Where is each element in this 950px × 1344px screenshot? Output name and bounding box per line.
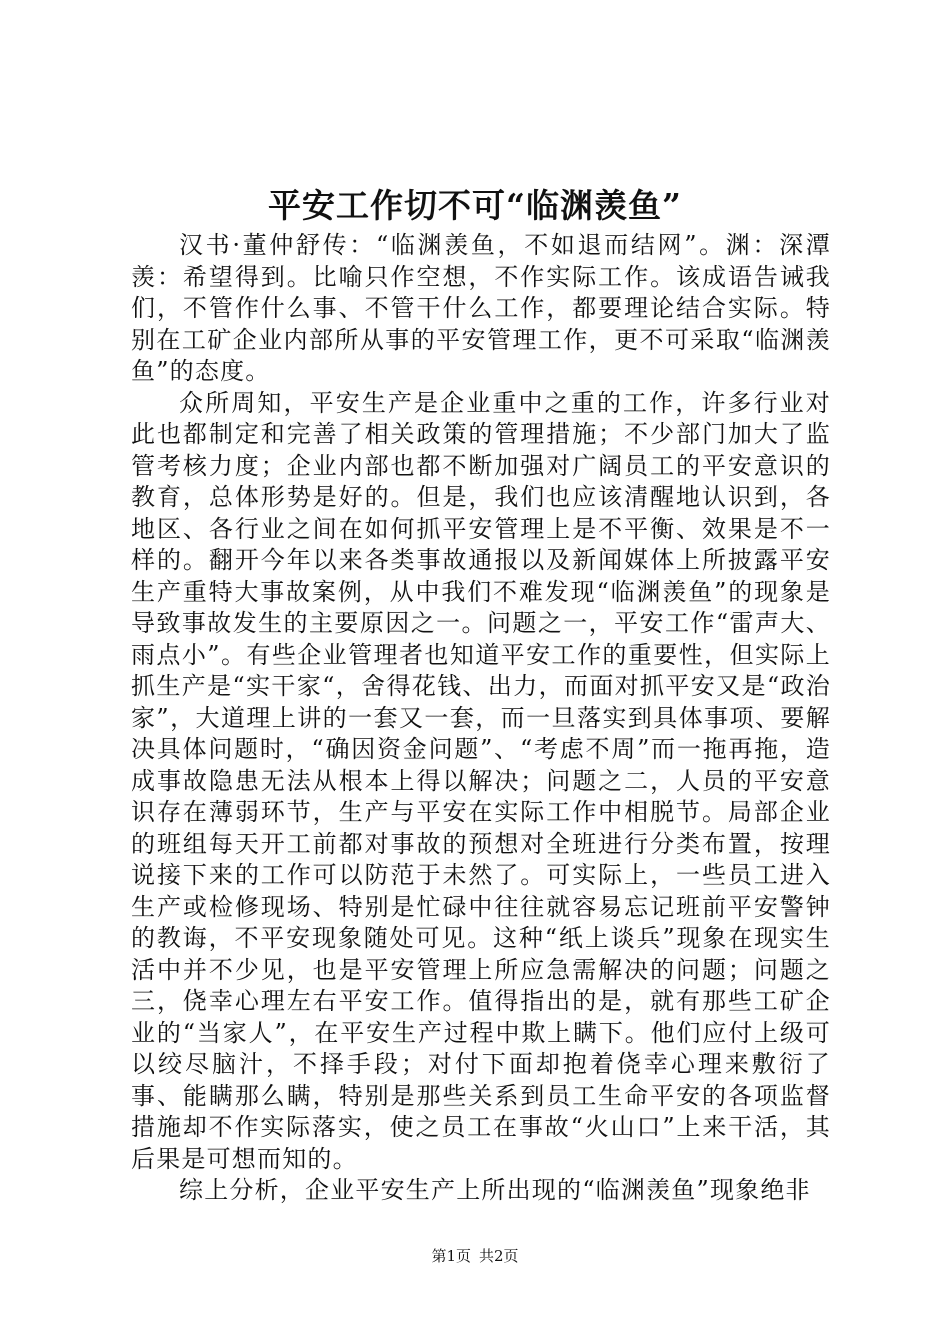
- page-footer: [0, 1246, 950, 1266]
- paragraph-analysis: 众所周知，平安生产是企业重中之重的工作，许多行业对此也都制定和完善了相关政策的管理措施；不少部门加大了监管考核力度；企业内部也都不断加强对广阔员工的平安意识的教育，总体形势是好的。但是，我们也应该清醒地认识到，各地区、各行业之间在如何抓平安管理上是不平衡、效果是不一样的。翻开今年以来各类事故通报以及新闻媒体上所披露平安生产重特大事故案例，从中我们不难发现“临渊羡鱼”的现象是导致事故发生的主要原因之一。问题之一，平安工作“雷声大、雨点小”。有些企业管理者也知道平安工作的重要性，但实际上抓生产是“实干家“，舍得花钱、出力，而面对抓平安又是“政治家”，大道理上讲的一套又一套，而一旦落实到具体事项、要解决具体问题时，“确因资金问题”、“考虑不周”而一拖再拖，造成事故隐患无法从根本上得以解决；问题之二，人员的平安意识存在薄弱环节，生产与平安在实际工作中相脱节。局部企业的班组每天开工前都对事故的预想对全班进行分类布置，按理说接下来的工作可以防范于未然了。可实际上，一些员工进入生产或检修现场、特别是忙碌中往往就容易忘记班前平安警钟的教诲，不平安现象随处可见。这种“纸上谈兵”现象在现实生活中并不少见，也是平安管理上所应急需解决的问题；问题之三，侥幸心理左右平安工作。值得指出的是，就有那些工矿企业的“当家人”，在平安生产过程中欺上瞒下。他们应付上级可以绞尽脑汁，不择手段；对付下面却抱着侥幸心理来敷衍了事、能瞒那么瞒，特别是那些关系到员工生命平安的各项监督措施却不作实际落实，使之员工在事故“火山口”上来干活，其后果是可想而知的。: [131, 388, 831, 1173]
- paragraph-summary: 综上分析，企业平安生产上所出现的“临渊羡鱼”现象绝非: [179, 1176, 811, 1204]
- document-body: [131, 230, 831, 1207]
- paragraph-intro: 汉书·董仲舒传：“临渊羡鱼，不如退而结网”。渊：深潭羡：希望得到。比喻只作空想，不作实际工作。该成语告诫我们，不管作什么事、不管干什么工作，都要理论结合实际。特别在工矿企业内部所从事的平安管理工作，更不可采取“临渊羡鱼”的态度。: [131, 231, 831, 385]
- document-title: 平安工作切不可“临渊羡鱼”: [268, 186, 682, 225]
- page-number-total: 共2页: [479, 1247, 519, 1265]
- page-number-current: 第1页: [431, 1247, 471, 1265]
